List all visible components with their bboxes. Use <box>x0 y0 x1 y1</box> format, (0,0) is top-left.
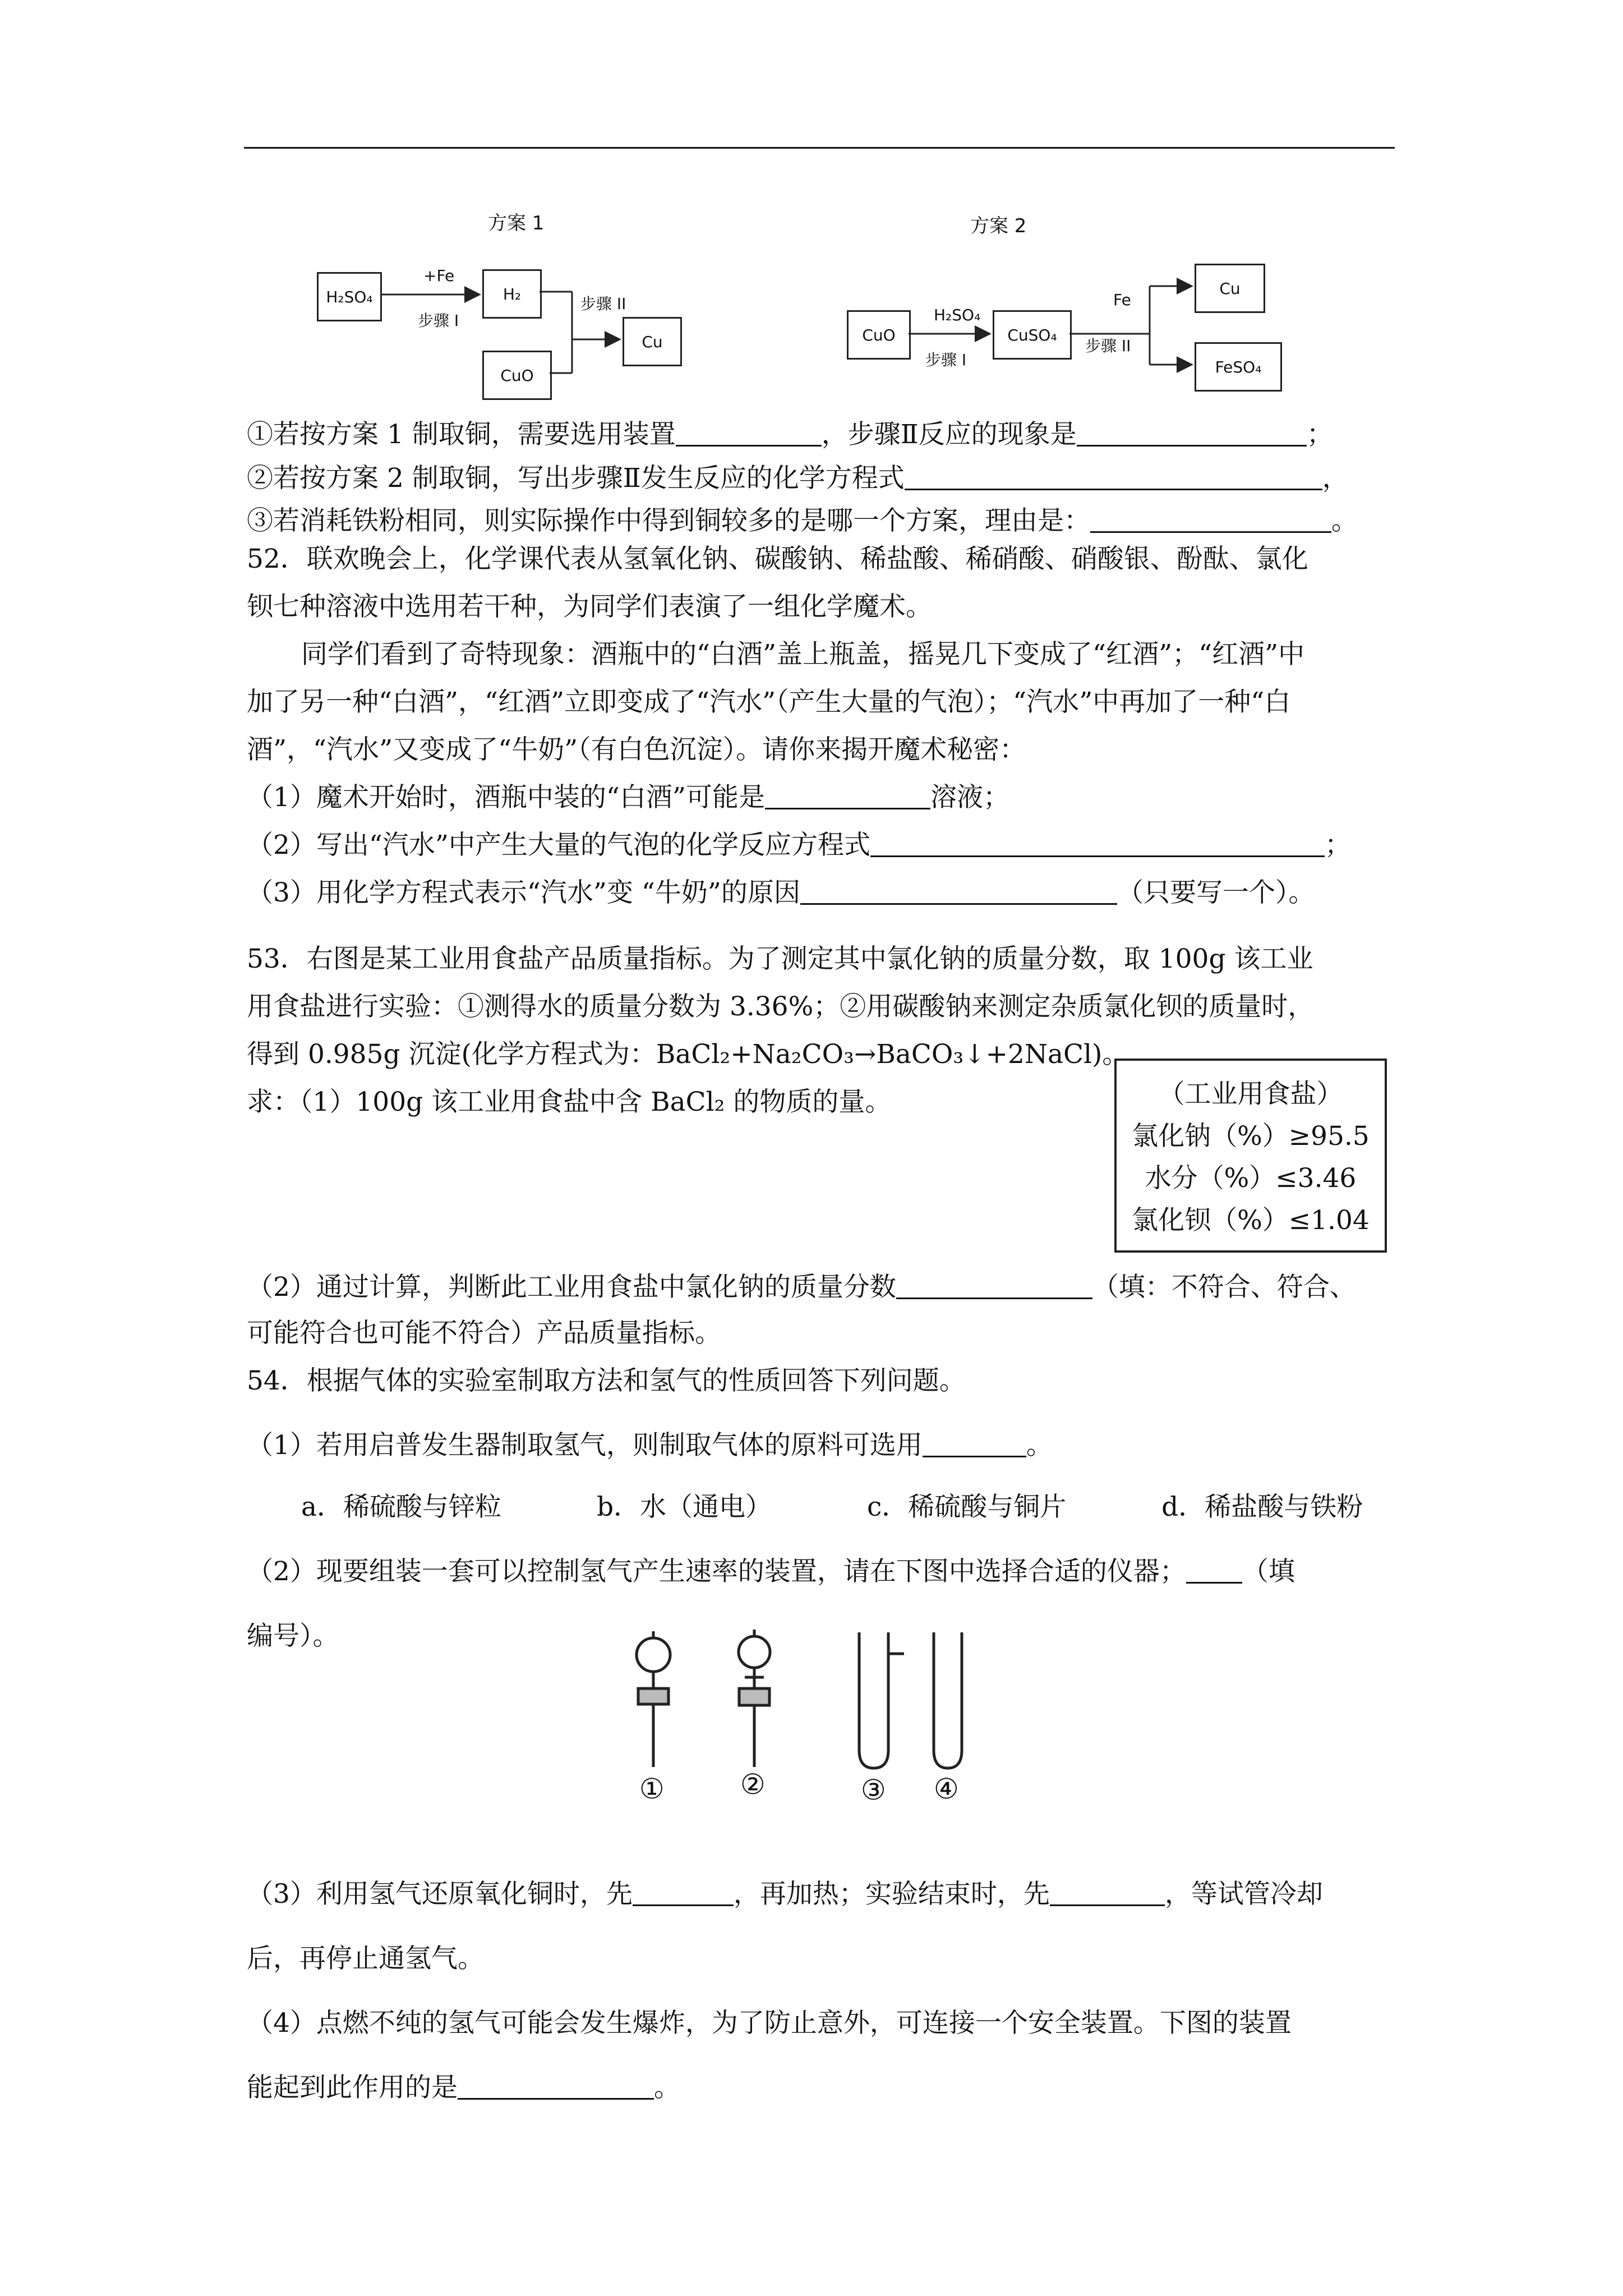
flow1-box-cuo: CuO <box>482 351 552 400</box>
q54-sub-2-cont: 编号）。 <box>247 1621 339 1651</box>
q53-line-6: 可能符合也可能不符合）产品质量指标。 <box>247 1318 721 1349</box>
flow2-label-h2so4: H₂SO₄ <box>934 306 981 324</box>
flow1-box-h2so4: H₂SO₄ <box>317 272 382 321</box>
apparatus-label-4: ④ <box>934 1773 959 1805</box>
q54-sub-4-cont: 能起到此作用的是 。 <box>247 2072 680 2103</box>
q52-sub-2: （2）写出“汽水”中产生大量的气泡的化学反应方程式 ； <box>247 830 1351 861</box>
q54-sub-4: （4）点燃不纯的氢气可能会发生爆炸，为了防止意外，可连接一个安全装置。下图的装置 <box>247 2008 1292 2039</box>
option-c[interactable]: c．稀硫酸与铜片 <box>866 1492 1067 1522</box>
q53-line-4: 求：（1）100g 该工业用食盐中含 BaCl₂ 的物质的量。 <box>247 1087 892 1117</box>
answer-blank[interactable] <box>1090 507 1331 533</box>
answer-blank[interactable] <box>800 878 1117 905</box>
apparatus-label-3: ③ <box>861 1774 886 1806</box>
answer-blank[interactable] <box>765 783 930 809</box>
q54-sub-2: （2）现要组装一套可以控制氢气产生速率的装置，请在下图中选择合适的仪器； （填 <box>247 1556 1295 1587</box>
q52-line-2: 钡七种溶液中选用若干种，为同学们表演了一组化学魔术。 <box>247 591 932 622</box>
answer-blank[interactable] <box>676 420 822 447</box>
spec-water: 水分（%）≤3.46 <box>1145 1163 1357 1194</box>
answer-blank[interactable] <box>458 2073 654 2100</box>
q52-line-3: 同学们看到了奇特现象：酒瓶中的“白酒”盖上瓶盖，摇晃几下变成了“红酒”；“红酒”中 <box>301 639 1305 670</box>
flow1-label-fe: +Fe <box>423 266 455 285</box>
spec-nacl: 氯化钠（%）≥95.5 <box>1132 1121 1370 1152</box>
q51-line-1: ①若按方案 1 制取铜，需要选用装置 ，步骤Ⅱ反应的现象是 ； <box>247 419 1333 450</box>
q52-line-5: 酒”，“汽水”又变成了“牛奶”（有白色沉淀）。请你来揭开魔术秘密： <box>247 734 1026 765</box>
flow1-box-cu: Cu <box>623 317 682 366</box>
flow2-box-cuso4: CuSO₄ <box>993 310 1072 360</box>
answer-blank[interactable] <box>905 464 1322 490</box>
q52-sub-1: （1）魔术开始时，酒瓶中装的“白酒”可能是 溶液； <box>247 782 1009 813</box>
answer-blank[interactable] <box>1186 1557 1242 1584</box>
q51-line-3: ③若消耗铁粉相同，则实际操作中得到铜较多的是哪一个方案，理由是： 。 <box>247 505 1358 536</box>
q54-sub-1: （1）若用启普发生器制取氢气，则制取气体的原料可选用 。 <box>247 1430 1053 1461</box>
option-b[interactable]: b．水（通电） <box>596 1492 772 1522</box>
q54-line-1: 54．根据气体的实验室制取方法和氢气的性质回答下列问题。 <box>247 1365 966 1396</box>
flow2-box-cu: Cu <box>1195 264 1265 313</box>
separatory-funnel-2 <box>739 1630 770 1767</box>
answer-blank[interactable] <box>896 1273 1092 1299</box>
q52-sub-3: （3）用化学方程式表示“汽水”变 “牛奶”的原因 （只要写一个）。 <box>247 877 1315 908</box>
flow1-arrows <box>0 0 785 426</box>
q53-line-1: 53．右图是某工业用食盐产品质量指标。为了测定其中氯化钠的质量分数，取 100g 该工业 <box>247 944 1313 974</box>
test-tube <box>934 1632 962 1768</box>
q53-line-3: 得到 0.985g 沉淀(化学方程式为：BaCl₂+Na₂CO₃→BaCO₃↓+2NaCl)。 <box>247 1039 1129 1070</box>
apparatus-label-1: ① <box>639 1773 665 1805</box>
q54-sub-3-cont: 后，再停止通氢气。 <box>247 1943 484 1974</box>
answer-blank[interactable] <box>1050 1880 1165 1906</box>
separatory-funnel-1 <box>637 1631 670 1767</box>
spec-bacl2: 氯化钡（%）≤1.04 <box>1132 1205 1370 1236</box>
q52-line-4: 加了另一种“白酒”，“红酒”立即变成了“汽水”（产生大量的气泡）；“汽水”中再加了一种“白 <box>247 687 1291 717</box>
flow1-title: 方案 1 <box>488 212 545 234</box>
flow2-title: 方案 2 <box>970 215 1027 237</box>
side-arm-test-tube <box>859 1632 904 1768</box>
flow1-label-step1: 步骤 I <box>418 311 459 330</box>
q53-line-5: （2）通过计算，判断此工业用食盐中氯化钠的质量分数 （填：不符合、符合、 <box>247 1272 1356 1303</box>
q53-line-2: 用食盐进行实验：①测得水的质量分数为 3.36%；②用碳酸钠来测定杂质氯化钡的质量时， <box>247 991 1315 1022</box>
flow2-label-fe: Fe <box>1113 291 1131 309</box>
answer-blank[interactable] <box>1077 420 1307 447</box>
spec-table <box>1114 1059 1387 1253</box>
option-d[interactable]: d．稀盐酸与铁粉 <box>1161 1492 1363 1522</box>
flow2-label-step1: 步骤 I <box>925 351 967 369</box>
flow2-box-cuo: CuO <box>847 310 911 360</box>
answer-blank[interactable] <box>923 1431 1026 1457</box>
flow1-box-h2: H₂ <box>482 269 542 319</box>
apparatus-label-2: ② <box>740 1768 766 1801</box>
option-a[interactable]: a．稀硫酸与锌粒 <box>301 1492 502 1522</box>
q52-line-1: 52．联欢晚会上，化学课代表从氢氧化钠、碳酸钠、稀盐酸、稀硝酸、硝酸银、酚酞、氯化 <box>247 544 1308 574</box>
answer-blank[interactable] <box>870 831 1325 857</box>
flow2-arrows <box>785 0 1290 426</box>
q54-sub-3: （3）利用氢气还原氧化铜时，先 ，再加热；实验结束时，先 ，等试管冷却 <box>247 1879 1323 1910</box>
q54-options <box>301 1490 1363 1524</box>
flow2-label-step2: 步骤 II <box>1085 337 1131 355</box>
spec-title: （工业用食盐） <box>1158 1079 1343 1110</box>
flow2-box-feso4: FeSO₄ <box>1195 342 1282 392</box>
answer-blank[interactable] <box>633 1880 734 1906</box>
q51-line-2: ②若按方案 2 制取铜，写出步骤Ⅱ发生反应的化学方程式 ， <box>247 463 1349 494</box>
flow1-label-step2: 步骤 II <box>580 295 626 313</box>
